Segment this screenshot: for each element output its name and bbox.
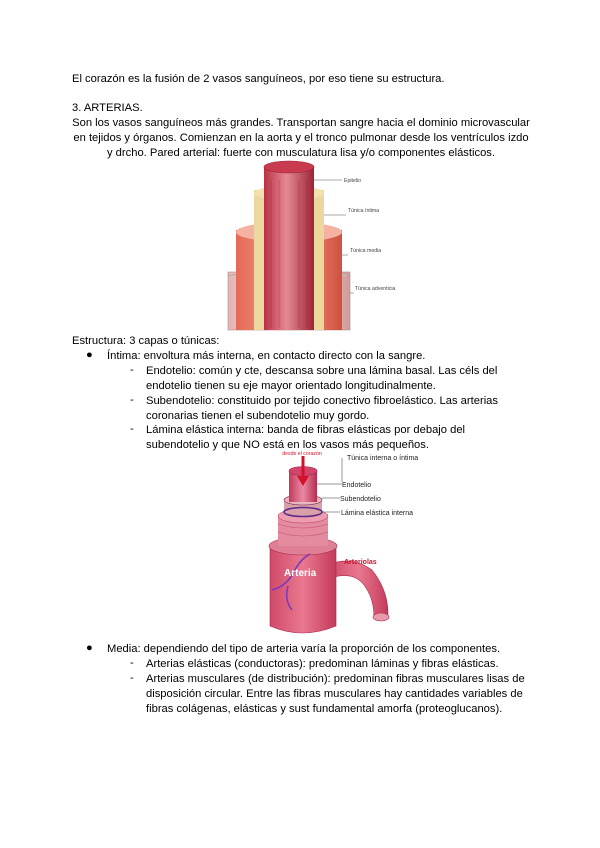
label-arteriolas: Arteriolas [344, 559, 377, 566]
media-item-musculares: Arterias musculares (de distribución): predominan fibras musculares lisas de disposición circular. Entre las fibras musculares hay cantidades variables de fibras colágenas, elásticas y sust fundamental amorfa (proteoglucanos). [146, 673, 525, 715]
label-subendotelio: Subendotelio [340, 496, 381, 503]
label-tunica-adventicia: Túnica adventicia [355, 286, 396, 292]
label-lamina: Lámina elástica interna [341, 510, 413, 517]
intro-text: El corazón es la fusión de 2 vasos sanguíneos, por eso tiene su estructura. [72, 73, 445, 85]
dash: - [130, 364, 134, 376]
intima-text: Íntima: envoltura más interna, en contacto directo con la sangre. [107, 350, 426, 362]
section-description: Son los vasos sanguíneos más grandes. Transportan sangre hacia el dominio microvascular en tejidos y órganos. Comienzan en la aorta y el tronco pulmonar desde los ventrículos izdo y drcho. Pared arterial: fuerte con musculatura lisa y/o componentes elásticos. [72, 117, 530, 159]
dash: - [130, 394, 134, 406]
label-tunica-media: Túnica media [350, 248, 382, 254]
intima-item-endotelio: Endotelio: común y cte, descansa sobre una lámina basal. Las céls del endotelio tienen su eje mayor orientado longitudinalmente. [146, 365, 498, 392]
label-epitelio: Epitelio [344, 178, 362, 184]
dash: - [130, 672, 134, 684]
media-item-elasticas: Arterias elásticas (conductoras): predominan láminas y fibras elásticas. [146, 658, 499, 670]
label-endotelio: Endotelio [342, 482, 372, 489]
label-tunica-intima: Túnica íntima [348, 208, 380, 214]
dash: - [130, 657, 134, 669]
section-title: 3. ARTERIAS. [72, 102, 143, 114]
intima-item-lamina: Lámina elástica interna: banda de fibras elásticas por debajo del subendotelio y que NO está en los vasos más pequeños. [146, 424, 466, 451]
epithelium-lumen [264, 166, 314, 330]
media-text: Media: dependiendo del tipo de arteria varía la proporción de los componentes. [107, 643, 501, 655]
label-from-heart: desde el corazón [282, 451, 322, 457]
dash: - [130, 423, 134, 435]
intima-item-subendotelio: Subendotelio: constituido por tejido conectivo fibroelástico. Las arterias coronarias tienen el subendotelio muy gordo. [146, 395, 498, 422]
bullet-media: ● [86, 642, 93, 654]
artery-illustration [244, 450, 419, 640]
label-arteria: Arteria [284, 568, 317, 579]
arteriole-branch [330, 561, 388, 618]
structure-intro: Estructura: 3 capas o túnicas: [72, 335, 220, 347]
artery-layers-figure [226, 160, 396, 332]
label-tunica-intima: Túnica interna o íntima [347, 455, 419, 462]
bullet-intima: ● [86, 349, 93, 361]
